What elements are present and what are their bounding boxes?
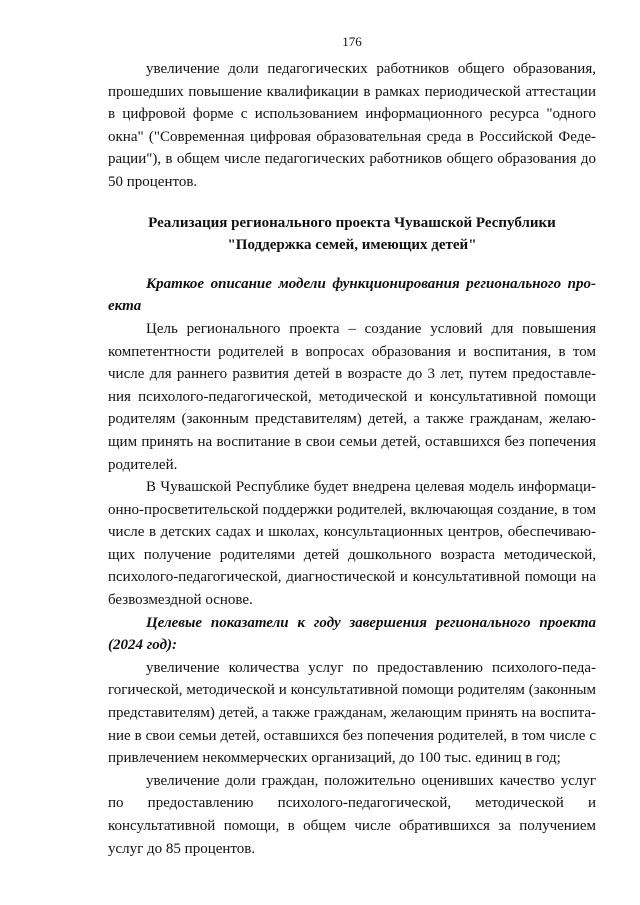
paragraph-target-model: В Чувашской Республике будет внедрена целевая модель информационно-просветительской поддержки родителей, включающая создание, в том числе в детских садах и школах, консультационных центров, обеспечивающих получение родителями детей дошкольного возраста методической, психолого-педагогической, диагностической и консультативной помощи на безвозмездной основе. <box>108 479 596 609</box>
page-number: 176 <box>342 34 362 49</box>
paragraph-project-goal: Цель регионального проекта – создание условий для повышения компетентности родителей в вопросах образования и воспитания, в том числе для раннего развития детей в возрасте до 3 лет, путем предоставления психолого-педагогической, методической и консультативной помощи родителям (законным представителям) детей, а также гражданам, желающим принять на воспитание в свои семьи детей, оставшихся без попечения родителей. <box>108 320 596 473</box>
section-title-line-1: Реализация регионального проекта Чувашской Республики <box>148 214 556 231</box>
subheading-model-description: Краткое описание модели функционирования регионального проекта <box>108 275 596 315</box>
document-page <box>108 34 596 860</box>
section-title-line-2: "Поддержка семей, имеющих детей" <box>227 237 477 254</box>
target-indicator-2: увеличение доли граждан, положительно оценивших качество услуг по предоставлению психолого-педагогической, методической и консультативной помощи, в общем числе обратившихся за получением услуг до 85 процентов. <box>108 772 596 857</box>
intro-paragraph: увеличение доли педагогических работников общего образования, прошедших повышение квалификации в рамках периодической аттестации в цифровой форме с использованием информационного ресурса "одного окна" ("Современная цифровая образовательная среда в Российской Федерации"), в общем числе педагогических работников общего образования до 50 процентов. <box>108 61 596 190</box>
section-title <box>108 212 596 257</box>
target-indicator-1: увеличение количества услуг по предоставлению психолого-педагогической, методической и консультативной помощи родителям (законным представителям) детей, а также гражданам, желающим принять на воспитание в свои семьи детей, оставшихся без попечения родителей, в том числе с привлечением некоммерческих организаций, до 100 тыс. единиц в год; <box>108 659 596 767</box>
subheading-target-indicators: Целевые показатели к году завершения регионального проекта (2024 год): <box>108 614 596 654</box>
